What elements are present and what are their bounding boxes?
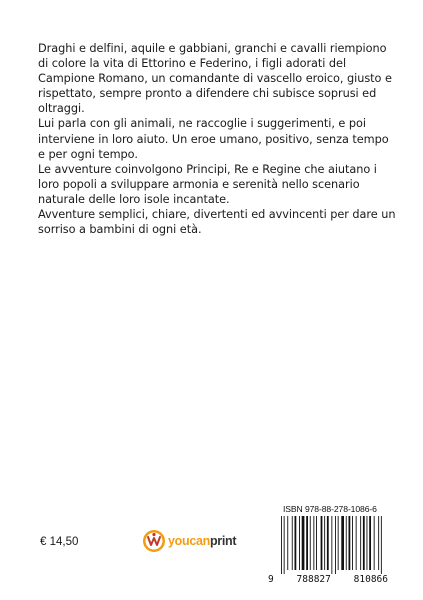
barcode-bar [287,516,288,570]
barcode-bar [367,516,368,570]
barcode-bar [331,516,332,574]
blurb-paragraph-1: Draghi e delfini, aquile e gabbiani, granchi e cavalli riempiono di colore la vita di Ettorino e Federino, i figli adorati del Campione Romano, un comandante di vascello eroico, giusto e rispettato, sempre pronto a difendere chi subisce soprusi ed oltraggi. [38,42,392,116]
barcode-bar [381,516,382,574]
barcode-bar [310,516,311,570]
barcode-bar [327,516,329,570]
isbn-barcode [279,516,385,574]
blurb-paragraph-4: Avventure semplici, chiare, divertenti ed avvincenti per dare un sorriso a bambini di ogni età. [38,208,396,237]
blurb-paragraph-2: Lui parla con gli animali, ne raccoglie i suggerimenti, e poi interviene in loro aiuto. Un eroe umano, positivo, senza tempo e per ogni tempo. [38,117,389,161]
barcode-digit-prefix: 9 [268,574,274,585]
barcode-bar [341,516,344,570]
cover-blurb [38,41,398,237]
barcode-bar [360,516,361,570]
barcode-digits [268,574,388,585]
publisher-logo [142,528,236,554]
barcode-digit-group-1: 788827 [296,574,331,585]
barcode-bar [321,516,323,570]
barcode-bar [338,516,339,570]
blurb-paragraph-3: Le avventure coinvolgono Principi, Re e Regine che aiutano i loro popoli a sviluppare armonia e serenità nello scenario naturale delle loro isole incantate. [38,162,377,206]
barcode-bar [349,516,351,570]
barcode-bar [306,516,308,570]
barcode-bar [356,516,357,570]
barcode-bar [369,516,371,570]
barcode-bar [313,516,314,570]
barcode-bar [281,516,282,574]
barcode-bar [299,516,300,570]
barcode-bar [374,516,375,570]
barcode-bar [284,516,285,574]
barcode-bar [324,516,325,570]
publisher-wordmark: youcanprint [168,534,237,548]
barcode-bar [335,516,336,574]
barcode-bar [302,516,305,570]
barcode-digit-group-2: 810866 [353,574,388,585]
barcode-bar [346,516,347,570]
barcode-bar [295,516,297,570]
barcode-bar [352,516,353,570]
price-label: € 14,50 [40,536,79,548]
barcode-bar [292,516,293,570]
isbn-label: ISBN 978-88-278-1086-6 [283,504,377,514]
barcode-bar [316,516,317,570]
barcode-bar [378,516,379,570]
youcanprint-logo-icon [142,529,166,553]
barcode-bar [363,516,365,570]
